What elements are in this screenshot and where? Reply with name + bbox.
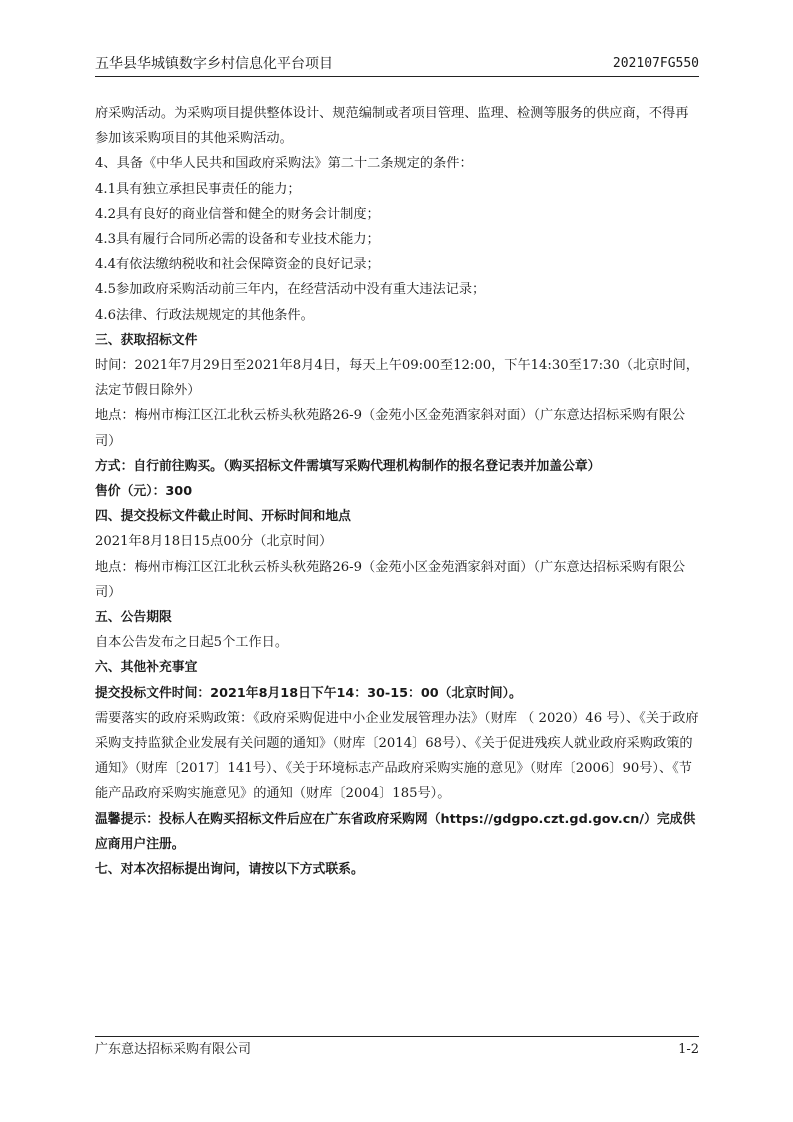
paragraph-procurement-policies: 需要落实的政府采购政策：《政府采购促进中小企业发展管理办法》（财库 （ 2020）46 号）、《关于政府采购支持监狱企业发展有关问题的通知》（财库〔2014〕68号）、《关于促进残疾人就业政府采购政策的通知》（财库〔2017〕141号）、《关于环境标志产品政府采购实施的意见》（财库〔2006〕90号）、《节能产品政府采购实施意见》的通知（财库〔2004〕185号）。 bbox=[95, 710, 699, 802]
paragraph-obtain-time: 时间：2021年7月29日至2021年8月4日，每天上午09:00至12:00，下午14:30至17:30（北京时间，法定节假日除外） bbox=[95, 358, 699, 399]
paragraph-deadline-location: 地点：梅州市梅江区江北秋云桥头秋苑路26-9（金苑小区金苑酒家斜对面）（广东意达招标采购有限公司） bbox=[95, 559, 686, 600]
paragraph-notice-period: 自本公告发布之日起5个工作日。 bbox=[95, 635, 289, 651]
paragraph-deadline-time: 2021年8月18日15点00分（北京时间） bbox=[95, 534, 333, 550]
paragraph-condition-4: 4、具备《中华人民共和国政府采购法》第二十二条规定的条件： bbox=[95, 156, 473, 172]
document-body bbox=[95, 101, 699, 882]
paragraph-obtain-method: 方式：自行前往购买。（购买招标文件需填写采购代理机构制作的报名登记表并加盖公章） bbox=[95, 458, 601, 474]
section-heading-6: 六、其他补充事宜 bbox=[95, 660, 198, 676]
page-footer bbox=[95, 1036, 699, 1059]
paragraph-condition-4-3: 4.3具有履行合同所必需的设备和专业技术能力； bbox=[95, 232, 380, 248]
paragraph-warm-reminder: 温馨提示：投标人在购买招标文件后应在广东省政府采购网（https://gdgpo.czt.gd.gov.cn/）完成供应商用户注册。 bbox=[95, 811, 696, 852]
header-project-title: 五华县华城镇数字乡村信息化平台项目 bbox=[95, 56, 333, 72]
footer-page-number: 1-2 bbox=[678, 1042, 699, 1057]
paragraph-price: 售价（元）：300 bbox=[95, 484, 193, 500]
paragraph-condition-4-4: 4.4有依法缴纳税收和社会保障资金的良好记录； bbox=[95, 257, 380, 273]
header-project-code: 202107FG550 bbox=[612, 56, 699, 71]
paragraph-submission-time: 提交投标文件时间：2021年8月18日下午14：30-15：00（北京时间）。 bbox=[95, 685, 522, 701]
paragraph-condition-4-6: 4.6法律、行政法规规定的其他条件。 bbox=[95, 307, 314, 323]
section-heading-7: 七、对本次招标提出询问，请按以下方式联系。 bbox=[95, 862, 364, 878]
paragraph-eligibility-continued: 府采购活动。为采购项目提供整体设计、规范编制或者项目管理、监理、检测等服务的供应商，不得再参加该采购项目的其他采购活动。 bbox=[95, 106, 689, 147]
page-header bbox=[95, 54, 699, 77]
section-heading-4: 四、提交投标文件截止时间、开标时间和地点 bbox=[95, 509, 351, 525]
paragraph-obtain-location: 地点：梅州市梅江区江北秋云桥头秋苑路26-9（金苑小区金苑酒家斜对面）（广东意达招标采购有限公司） bbox=[95, 408, 686, 449]
paragraph-condition-4-1: 4.1具有独立承担民事责任的能力； bbox=[95, 181, 301, 197]
paragraph-condition-4-5: 4.5参加政府采购活动前三年内，在经营活动中没有重大违法记录； bbox=[95, 282, 486, 298]
section-heading-5: 五、公告期限 bbox=[95, 610, 172, 626]
section-heading-3: 三、获取招标文件 bbox=[95, 332, 198, 348]
footer-company-name: 广东意达招标采购有限公司 bbox=[95, 1042, 252, 1057]
paragraph-condition-4-2: 4.2具有良好的商业信誉和健全的财务会计制度； bbox=[95, 206, 380, 222]
